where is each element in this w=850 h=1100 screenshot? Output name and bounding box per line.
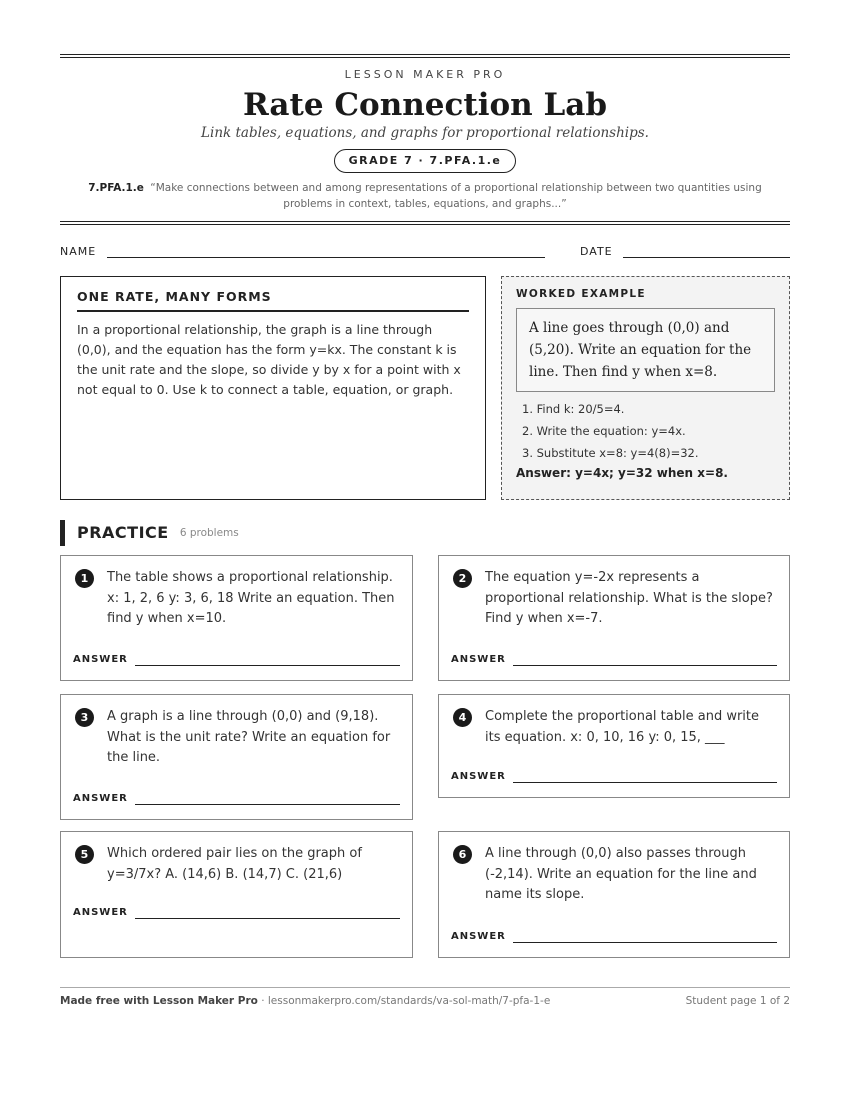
problem-text: A line through (0,0) also passes through (-2,14). Write an equation for the line and name its slope. xyxy=(485,846,757,902)
answer-row xyxy=(73,793,400,807)
answer-row xyxy=(451,931,777,945)
standard-description xyxy=(60,180,790,212)
answer-field-6[interactable] xyxy=(513,942,777,943)
worked-example-answer: Answer: y=4x; y=32 when x=8. xyxy=(516,466,728,480)
step-item: 3. Substitute x=8: y=4(8)=32. xyxy=(522,446,699,460)
answer-label: ANSWER xyxy=(451,771,506,782)
footer-made-with: Made free with Lesson Maker Pro xyxy=(60,995,258,1007)
concept-box xyxy=(60,276,486,500)
page-subtitle: Link tables, equations, and graphs for proportional relationships. xyxy=(201,125,649,141)
date-field[interactable] xyxy=(623,257,790,258)
problem-number-badge: 1 xyxy=(75,569,94,588)
practice-count: 6 problems xyxy=(179,527,239,539)
problem-card-2 xyxy=(438,555,790,681)
problem-text: The equation y=-2x represents a proportional relationship. What is the slope? Find y when x=-7. xyxy=(485,570,773,626)
brand-name: LESSON MAKER PRO xyxy=(344,68,506,81)
page-footer xyxy=(60,987,790,1007)
problem-number-badge: 2 xyxy=(453,569,472,588)
step-item: 1. Find k: 20/5=4. xyxy=(522,402,625,416)
problem-text: A graph is a line through (0,0) and (9,18). What is the unit rate? Write an equation for the line. xyxy=(107,709,391,765)
step-item: 2. Write the equation: y=4x. xyxy=(522,424,686,438)
answer-row xyxy=(451,771,777,785)
date-label: DATE xyxy=(580,245,613,258)
name-field[interactable] xyxy=(107,257,545,258)
answer-label: ANSWER xyxy=(73,907,128,918)
problem-text: Which ordered pair lies on the graph of y=3/7x? A. (14,6) B. (14,7) C. (21,6) xyxy=(107,846,362,882)
problem-card-5 xyxy=(60,831,413,958)
answer-field-5[interactable] xyxy=(135,918,400,919)
page-title: Rate Connection Lab xyxy=(242,87,608,123)
answer-field-2[interactable] xyxy=(513,665,777,666)
problem-text: The table shows a proportional relationship. x: 1, 2, 6 y: 3, 6, 18 Write an equation. Then find y when x=10. xyxy=(107,570,395,626)
practice-title: PRACTICE xyxy=(77,523,169,542)
answer-row xyxy=(73,907,400,921)
problem-text: Complete the proportional table and write its equation. x: 0, 10, 16 y: 0, 15, ___ xyxy=(485,709,760,745)
concept-title: ONE RATE, MANY FORMS xyxy=(77,289,469,312)
worked-example-steps xyxy=(516,398,775,464)
concept-body: In a proportional relationship, the graph is a line through (0,0), and the equation has the form y=kx. The constant k is the unit rate and the slope, so divide y by x for a point with x not equal to 0. Use k to connect a table, equation, or graph. xyxy=(77,322,461,397)
header-bottom-rule xyxy=(60,221,790,225)
answer-field-4[interactable] xyxy=(513,782,777,783)
practice-heading xyxy=(60,520,239,546)
answer-field-3[interactable] xyxy=(135,804,400,805)
answer-field-1[interactable] xyxy=(135,665,400,666)
problem-number-badge: 6 xyxy=(453,845,472,864)
answer-row xyxy=(451,654,777,668)
name-date-row xyxy=(60,243,790,263)
problem-number-badge: 4 xyxy=(453,708,472,727)
worked-example-question: A line goes through (0,0) and (5,20). Write an equation for the line. Then find y when x=8. xyxy=(516,308,775,392)
answer-label: ANSWER xyxy=(451,931,506,942)
problem-number-badge: 3 xyxy=(75,708,94,727)
problem-card-6 xyxy=(438,831,790,958)
footer-page-number: Student page 1 of 2 xyxy=(685,995,790,1007)
grade-badge: GRADE 7 · 7.PFA.1.e xyxy=(334,149,517,173)
worked-example-box xyxy=(501,276,790,500)
standard-code: 7.PFA.1.e xyxy=(88,182,144,194)
answer-label: ANSWER xyxy=(73,654,128,665)
problem-card-1 xyxy=(60,555,413,681)
problem-card-3 xyxy=(60,694,413,820)
worksheet-page xyxy=(60,54,790,942)
problem-card-4 xyxy=(438,694,790,798)
standard-text: “Make connections between and among representations of a proportional relationship between two quantities using problems in context, tables, equations, and graphs...” xyxy=(150,182,762,210)
answer-row xyxy=(73,654,400,668)
footer-url: · lessonmakerpro.com/standards/va-sol-math/7-pfa-1-e xyxy=(257,995,551,1007)
answer-label: ANSWER xyxy=(73,793,128,804)
worked-example-label: WORKED EXAMPLE xyxy=(516,288,646,300)
top-rule xyxy=(60,54,790,58)
answer-label: ANSWER xyxy=(451,654,506,665)
name-label: NAME xyxy=(60,245,97,258)
problem-number-badge: 5 xyxy=(75,845,94,864)
